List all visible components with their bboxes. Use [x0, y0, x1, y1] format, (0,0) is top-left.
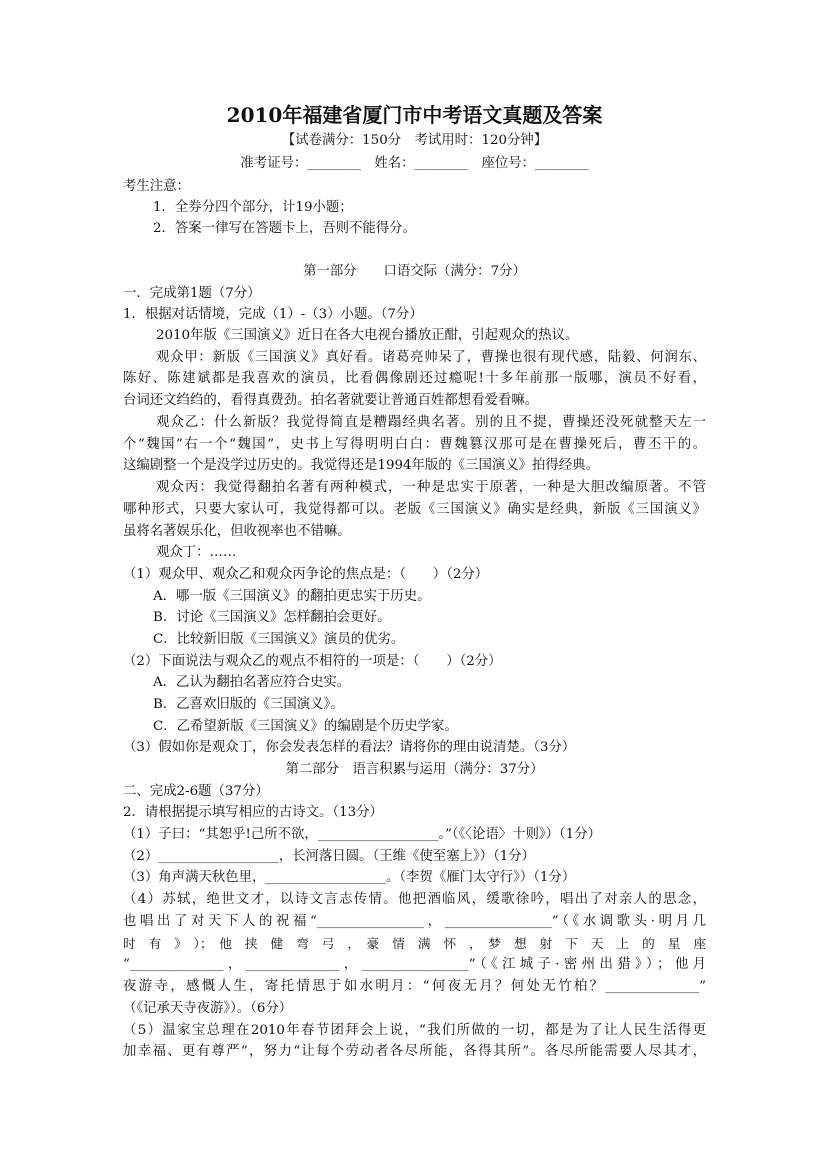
option-c: C．乙希望新版《三国演义》的编剧是个历史学家。	[153, 719, 458, 734]
poem-line: 夜游寺，感慨人生，寄托情思于如水明月：“何夜无月？何处无竹柏？______________”	[123, 979, 706, 994]
poem-line: （2）__________________，长河落日圆。（王维《使至塞上》）（1分）	[123, 849, 536, 864]
page-title: 2010年福建省厦门市中考语文真题及答案	[226, 103, 603, 127]
question-2: 2．请根据提示填写相应的古诗文。（13分）	[123, 805, 383, 820]
part1-heading: 第一部分 口语交际（满分：7分）	[303, 264, 526, 279]
score-info: 【试卷满分：150分 考试用时：120分钟】	[281, 133, 548, 148]
option-a: A．乙认为翻拍名著应符合史实。	[153, 675, 351, 690]
section-heading: 一．完成第1题（7分）	[123, 286, 261, 301]
dialogue-line: 观众乙：什么新版？我觉得简直是糟蹋经典名著。别的且不提，曹操还没死就整天左一	[156, 415, 706, 430]
option-a: A．哪一版《三国演义》的翻拍更忠实于历史。	[153, 589, 431, 604]
dialogue-line: 哪种形式，只要大家认可，我觉得都可以。老版《三国演义》确实是经典，新版《三国演义》	[123, 502, 706, 517]
section-heading: 二、完成2-6题（37分）	[123, 784, 269, 799]
dialogue-line: 2010年版《三国演义》近日在各大电视台播放正酣，引起观众的热议。	[156, 328, 579, 343]
option-c: C．比较新旧版《三国演义》演员的优劣。	[153, 632, 405, 647]
dialogue-line: 个“魏国”右一个“魏国”，史书上写得明明白白：曹魏篡汉那可是在曹操死后，曹丕干的。	[123, 437, 706, 452]
dialogue-line: 这编剧整一个是没学过历史的。我觉得还是1994年版的《三国演义》拍得经典。	[123, 458, 599, 473]
option-b: B．乙喜欢旧版的《三国演义》。	[153, 697, 344, 712]
dialogue-line: 台词还文绉绉的，看得真费劲。拍名著就要让普通百姓都想看爱看嘛。	[123, 393, 539, 408]
sub-question-1: （1）观众甲、观众乙和观众丙争论的焦点是：（ ）（2分）	[123, 567, 489, 582]
dialogue-line: 虽将名著娱乐化，但收视率也不错嘛。	[123, 524, 351, 539]
sub-question-3: （3）假如你是观众丁，你会发表怎样的看法？请将你的理由说清楚。（3分）	[123, 740, 576, 755]
dialogue-line: 观众甲：新版《三国演义》真好看。诸葛亮帅呆了，曹操也很有现代感，陆毅、何润东、	[156, 350, 706, 365]
dialogue-line: 陈好、陈建斌都是我喜欢的演员，比看偶像剧还过瘾呢!十多年前那一版哪，演员不好看，	[123, 371, 706, 386]
poem-line: “______________，______________，________________”（《江城子·密州出猎》）；他月	[123, 957, 706, 972]
poem-line: 加幸福、更有尊严”，努力“让每个劳动者各尽所能，各得其所”。各尽所能需要人尽其才，	[123, 1044, 706, 1059]
notice-item: 1．全券分四个部分，计19小题；	[153, 200, 353, 215]
poem-line: （4）苏轼，绝世文才，以诗文言志传情。他把酒临风，缓歌徐吟，唱出了对亲人的思念，	[123, 892, 706, 907]
poem-line: （5）温家宝总理在2010年春节团拜会上说，“我们所做的一切，都是为了让人民生活得更	[123, 1023, 706, 1038]
notice-label: 考生注意：	[123, 179, 190, 194]
notice-item: 2．答案一律写在答题卡上，吾则不能得分。	[153, 221, 416, 236]
candidate-id-line: 准考证号：________ 姓名：________ 座位号：________	[240, 156, 589, 171]
option-b: B．讨论《三国演义》怎样翻拍会更好。	[153, 610, 391, 625]
poem-line: （1）子曰：“其恕乎!己所不欲，__________________。”（《〈论语〉十则》）（1分）	[123, 827, 601, 842]
part2-heading: 第二部分 语言积累与运用（满分：37分）	[285, 762, 544, 777]
poem-line: 时 有 》 ）； 他 挟 健 弯 弓 ， 豪 情 满 怀 ， 梦 想 射 下 天 上 的 星 座	[123, 936, 706, 951]
poem-line: 也唱出了对天下人的祝福“________________，________________”（《水调歌头·明月几	[123, 914, 706, 929]
sub-question-2: （2）下面说法与观众乙的观点不相符的一项是：（ ）（2分）	[123, 654, 502, 669]
poem-line: （3）角声满天秋色里，__________________。（李贺《雁门太守行》）（1分）	[123, 870, 576, 885]
question-1: 1．根据对话情境，完成（1）-（3）小题。（7分）	[123, 307, 423, 322]
dialogue-line: 观众丁：……	[156, 545, 237, 560]
dialogue-line: 观众丙：我觉得翻拍名著有两种模式，一种是忠实于原著，一种是大胆改编原著。不管	[156, 480, 706, 495]
poem-line: （《记承天寺夜游》）。（6分）	[123, 1001, 293, 1016]
